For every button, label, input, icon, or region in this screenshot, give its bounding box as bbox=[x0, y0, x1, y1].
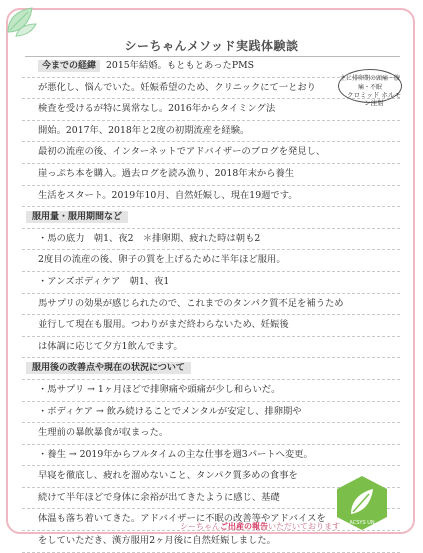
line-text: 並行して現在も服用。つわりがまだ終わらないため、妊娠後 bbox=[38, 319, 289, 331]
line-text: ・馬サプリ → 1ヶ月ほどで排卵痛や頭痛が少し和らいだ。 bbox=[38, 383, 281, 395]
logo-text: ACSYS UN bbox=[349, 520, 375, 526]
line-text: ・ボディケア → 飲み続けることでメンタルが安定し、排卵期や bbox=[38, 405, 302, 417]
text-line bbox=[22, 358, 400, 380]
text-line bbox=[22, 121, 400, 143]
line-text: 崖っぷち本を購入。過去ログを読み漁り、2018年末から養生 bbox=[38, 167, 295, 179]
footer-highlight: ご出産の報告 bbox=[220, 522, 268, 531]
line-text: ・アンズボディケア 朝1、夜1 bbox=[38, 275, 170, 287]
text-line bbox=[22, 445, 400, 467]
line-text: 2度目の流産の後、卵子の質を上げるために半年ほど服用。 bbox=[38, 254, 286, 266]
line-text: 早寝を徹底し、疲れを溜めないこと、タンパク質多めの食事を bbox=[38, 470, 298, 482]
text-line bbox=[22, 142, 400, 164]
line-text: 検査を受けるが特に異常なし。2016年からタイミング法 bbox=[38, 103, 276, 115]
line-text: 開始。2017年、2018年と2度の初期流産を経験。 bbox=[38, 124, 250, 136]
line-text: ・養生 → 2019年からフルタイムの主な仕事を週3パートへ変更。 bbox=[38, 448, 313, 460]
line-text: 生活をスタート。2019年10月、自然妊娠し、現在19週です。 bbox=[38, 189, 298, 201]
line-text: 体温も落ち着いてきた。アドバイザーに不眠の改善等やアドバイスを bbox=[38, 513, 326, 525]
section-heading: 服用量・服用期間など bbox=[26, 211, 128, 223]
page-title: シーちゃんメソッド実践体験談 bbox=[124, 39, 299, 53]
text-line bbox=[22, 294, 400, 316]
line-text: ・馬の底力 朝1、夜2 ＊排卵期、疲れた時は朝も2 bbox=[38, 232, 261, 244]
text-line bbox=[22, 423, 400, 445]
text-line bbox=[22, 164, 400, 186]
section-heading: 服用後の改善点や現在の状況について bbox=[26, 362, 191, 374]
side-note-symptoms: 主に排卵期の頭痛・腹痛・不眠 bbox=[338, 69, 402, 103]
text-line bbox=[22, 380, 400, 402]
text-line bbox=[22, 229, 400, 251]
text-line bbox=[22, 207, 400, 229]
text-line bbox=[22, 250, 400, 272]
text-line bbox=[22, 272, 400, 294]
line-text: 続けて半年ほどで身体に余裕が出てきたように感じ、基礎 bbox=[38, 491, 280, 503]
text-line bbox=[22, 186, 400, 208]
text-line bbox=[22, 402, 400, 424]
side-note-clomid: クロミッド ホルモン注射 bbox=[347, 91, 401, 107]
text-line bbox=[22, 337, 400, 359]
line-text: 生理前の暴飲暴食が収まった。 bbox=[38, 427, 169, 439]
line-text: 最初の流産の後、インターネットでアドバイザーのブログを発見し、 bbox=[38, 146, 326, 158]
line-text: をしていただき、漢方服用2ヶ月後に自然妊娠しました。 bbox=[38, 535, 276, 547]
line-text: が悪化し、悩んでいた。妊娠希望のため、クリニックにて一とおり bbox=[38, 81, 316, 93]
text-line bbox=[22, 315, 400, 337]
text-line bbox=[22, 531, 400, 553]
footer-prefix: シーちゃん bbox=[180, 522, 220, 531]
section-label: 今までの経緯 bbox=[38, 60, 100, 72]
footer-note bbox=[180, 521, 415, 532]
footer-suffix: いただいております bbox=[268, 522, 340, 531]
line-text: 馬サプリの効果が感じられたので、これまでのタンパク質不足を補うため bbox=[38, 297, 344, 309]
text-line bbox=[22, 99, 400, 121]
line-text: 2015年結婚。もともとあったPMS bbox=[106, 60, 254, 71]
line-text: は体調に応じて夕方1飲んでます。 bbox=[38, 340, 183, 352]
leaf-icon bbox=[2, 2, 42, 42]
